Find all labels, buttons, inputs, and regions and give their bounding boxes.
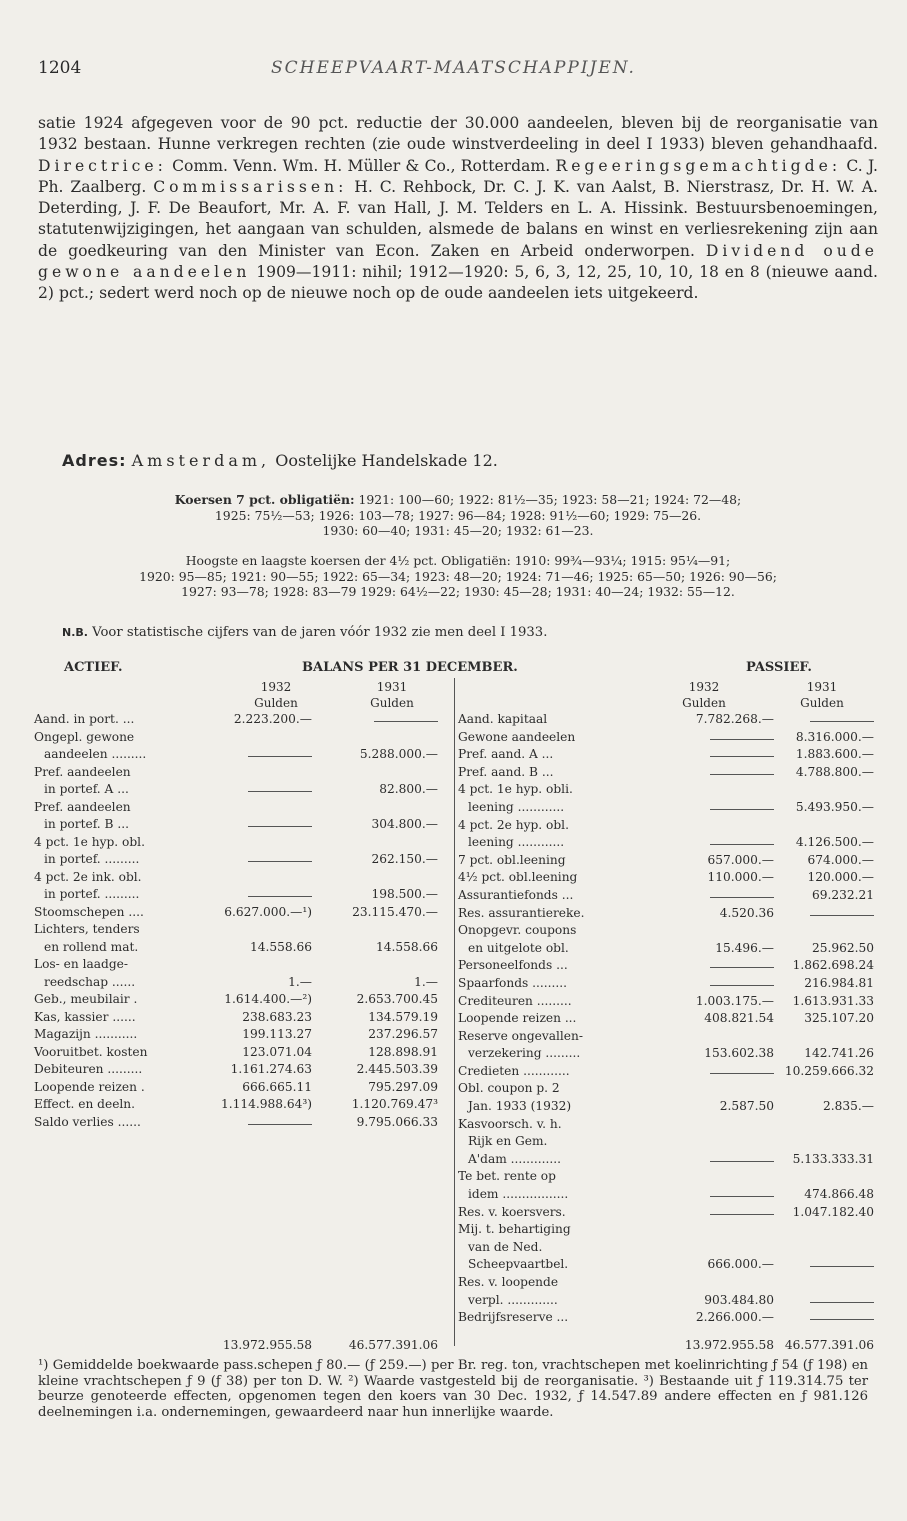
dividend-label: Dividend oude gewone aandeelen [38, 241, 878, 282]
passief-value-1931: 325.107.20 [804, 1011, 874, 1026]
actief-row-label: Los- en laadge- [34, 957, 128, 971]
passief-row [458, 1134, 874, 1152]
passief-dash-1931 [810, 1319, 874, 1320]
passief-row [458, 1064, 874, 1082]
passief-dash-1931 [810, 1302, 874, 1303]
actief-row-label: Magazijn ........... [34, 1027, 138, 1041]
actief-row-label: in portef. A ... [44, 782, 129, 796]
actief-value-1931: 128.898.91 [368, 1044, 438, 1059]
nb-note [62, 625, 547, 640]
actief-dash-1932 [248, 896, 312, 897]
passief-dash-1932 [710, 1073, 774, 1074]
actief-row [34, 887, 444, 905]
passief-row-label: Credieten ............ [458, 1063, 570, 1078]
actief-value-1931: 2.445.503.39 [356, 1062, 438, 1076]
passief-dash-1932 [710, 967, 774, 968]
koersen-block [38, 492, 878, 539]
passief-year-1931: 1931 [806, 680, 838, 694]
passief-dash-1932 [710, 809, 774, 810]
actief-row [34, 730, 444, 748]
actief-row [34, 957, 444, 975]
actief-row-label: Lichters, tenders [34, 922, 140, 936]
passief-value-1931: 4.788.800.— [795, 764, 874, 779]
passief-dash-1932 [710, 844, 774, 845]
balance-sheet [34, 660, 874, 1355]
actief-value-1932: 666.665.11 [242, 1079, 312, 1094]
hoogste-line-3: 1927: 93—78; 1928: 83—79 1929: 64½—22; 1930: 45—28; 1931: 40—24; 1932: 55—12. [181, 584, 735, 599]
passief-value-1931: 474.866.48 [804, 1187, 874, 1202]
passief-row-label: van de Ned. [468, 1239, 543, 1254]
passief-year-1932: 1932 [688, 680, 720, 694]
actief-value-1931: 1.120.769.47³ [351, 1097, 438, 1111]
passief-dash-1932 [710, 1196, 774, 1197]
hoogste-line-2: 1920: 95—85; 1921: 90—55; 1922: 65—34; 1923: 48—20; 1924: 71—46; 1925: 65—50; 1926: 90—56; [139, 568, 777, 584]
dividend-text: 1909—1911: nihil; 1912—1920: 5, 6, 3, 12, 25, 10, 10, 18 en 8 (nieuwe aand. 2) pct.; sedert werd noch op de nieuwe noch op de oude aandeelen iets uitgekeerd. [38, 263, 878, 303]
passief-row-label: 4½ pct. obl.leening [458, 870, 578, 885]
passief-row [458, 1046, 874, 1064]
passief-dash-1931 [810, 915, 874, 916]
passief-row-label: Personeelfonds ... [458, 958, 568, 973]
passief-row-label: Rijk en Gem. [468, 1134, 548, 1149]
passief-row-label: Pref. aand. A ... [458, 747, 554, 762]
actief-row-label: en rollend mat. [44, 939, 139, 954]
passief-value-1931: 674.000.— [807, 852, 874, 867]
passief-value-1931: 1.883.600.— [795, 747, 874, 762]
actief-value-1931: 23.115.470.— [352, 904, 438, 919]
actief-value-1932: 1.614.400.—²) [224, 992, 312, 1006]
passief-dash-1932 [710, 897, 774, 898]
actief-value-1932: 199.113.27 [242, 1027, 312, 1041]
actief-row-label: Stoomschepen .... [34, 904, 144, 919]
actief-row [34, 782, 444, 800]
passief-row-label: Gewone aandeelen [458, 729, 576, 744]
address-line [62, 451, 498, 470]
passief-row [458, 1081, 874, 1099]
actief-row-label: in portef. ......... [44, 852, 140, 866]
nb-text: Voor statistische cijfers van de jaren vóór 1932 zie men deel I 1933. [92, 625, 548, 640]
page-header [38, 58, 869, 86]
directrice-text: Comm. Venn. Wm. H. Müller & Co., Rotterdam. [172, 156, 551, 175]
actief-row [34, 1080, 444, 1098]
passief-unit-1931: Gulden [800, 696, 844, 710]
passief-value-1932: 153.602.38 [704, 1046, 774, 1061]
actief-value-1931: 304.800.— [371, 817, 438, 831]
passief-row-label: verpl. ............. [468, 1292, 558, 1307]
passief-row [458, 888, 874, 906]
balance-title: BALANS PER 31 DECEMBER. [302, 660, 518, 675]
actief-value-1932: 1.161.274.63 [230, 1062, 312, 1076]
passief-row [458, 1029, 874, 1047]
passief-value-1932: 903.484.80 [704, 1292, 774, 1307]
passief-row-label: verzekering ......... [468, 1046, 581, 1061]
passief-dash-1932 [710, 985, 774, 986]
actief-value-1931: 5.288.000.— [359, 747, 438, 761]
actief-value-1932: 6.627.000.—¹) [224, 904, 312, 919]
actief-row-label: 4 pct. 2e ink. obl. [34, 869, 142, 884]
passief-row [458, 941, 874, 959]
passief-row [458, 870, 874, 888]
passief-row-label: 4 pct. 1e hyp. obli. [458, 782, 573, 797]
koersen-label: Koersen 7 pct. obligatiën: [174, 492, 355, 507]
actief-row [34, 992, 444, 1010]
actief-row [34, 1115, 444, 1133]
passief-value-1931: 8.316.000.— [795, 729, 874, 744]
passief-value-1931: 1.613.931.33 [792, 993, 874, 1008]
passief-value-1931: 120.000.— [807, 870, 874, 885]
actief-row [34, 712, 444, 730]
passief-row-label: idem ................. [468, 1187, 569, 1202]
actief-row-label: Geb., meubilair . [34, 992, 138, 1006]
passief-value-1931: 216.984.81 [804, 975, 874, 990]
actief-row [34, 905, 444, 923]
actief-row [34, 1010, 444, 1028]
actief-row-label: Pref. aandeelen [34, 799, 131, 814]
actief-column [34, 712, 444, 1132]
passief-total-1932: 13.972.955.58 [684, 1338, 774, 1352]
actief-row-label: Saldo verlies ...... [34, 1114, 141, 1129]
actief-row [34, 922, 444, 940]
actief-value-1931: 14.558.66 [375, 939, 438, 954]
actief-row [34, 835, 444, 853]
passief-row-label: Res. v. koersvers. [458, 1204, 566, 1219]
passief-row [458, 765, 874, 783]
passief-row [458, 958, 874, 976]
passief-value-1932: 1.003.175.— [695, 993, 774, 1008]
passief-value-1931: 4.126.500.— [795, 835, 874, 850]
passief-row-label: Mij. t. behartiging [458, 1222, 571, 1237]
passief-dash-1931 [810, 1266, 874, 1267]
koersen-line-3: 1930: 60—40; 1931: 45—20; 1932: 61—23. [322, 523, 594, 538]
passief-row-label: A'dam ............. [468, 1151, 562, 1166]
actief-row [34, 1045, 444, 1063]
passief-row [458, 712, 874, 730]
actief-dash-1932 [248, 1124, 312, 1125]
actief-row-label: Vooruitbet. kosten [34, 1044, 148, 1059]
passief-row-label: Aand. kapitaal [458, 712, 548, 726]
passief-row [458, 1205, 874, 1223]
passief-row [458, 747, 874, 765]
passief-row [458, 1011, 874, 1029]
passief-row-label: Res. v. loopende [458, 1275, 559, 1289]
passief-row [458, 730, 874, 748]
actief-dash-1932 [248, 791, 312, 792]
passief-dash-1932 [710, 756, 774, 757]
passief-unit-1932: Gulden [682, 696, 726, 710]
hoogste-block [38, 553, 878, 600]
passief-value-1932: 2.587.50 [719, 1099, 774, 1114]
regeering-label: Regeeringsgemachtigde: [555, 156, 842, 175]
directrice-label: Directrice: [38, 156, 167, 175]
passief-row [458, 994, 874, 1012]
actief-dash-1932 [248, 861, 312, 862]
actief-row-label: Aand. in port. ... [34, 712, 135, 726]
passief-row-label: en uitgelote obl. [468, 940, 569, 955]
footnote: ¹) Gemiddelde boekwaarde pass.schepen ƒ 80.— (ƒ 259.—) per Br. reg. ton, vrachtschepen met koelinrichting ƒ 54 (ƒ 198) en kleine vrachtschepen ƒ 9 (ƒ 38) per ton D. W. ²) Waarde vastgesteld bij de reorganisatie. ³) Bestaande uit ƒ 119.314.75 ter beurze genoteerde effecten, opgenomen tegen den koers van 30 Dec. 1932, ƒ 14.547.89 andere effecten en ƒ 981.126 deelnemingen i.a. ondernemingen, gewaardeerd naar hun innerlijke waarde. [38, 1358, 868, 1420]
running-title: SCHEEPVAART-MAATSCHAPPIJEN. [271, 58, 636, 78]
passief-row-label: Loopende reizen ... [458, 1011, 577, 1026]
passief-row-label: leening ............ [468, 835, 565, 850]
actief-row [34, 1097, 444, 1115]
passief-row [458, 1187, 874, 1205]
passief-row-label: Obl. coupon p. 2 [458, 1081, 560, 1096]
passief-row-label: Spaarfonds ......... [458, 975, 568, 990]
passief-row-label: Kasvoorsch. v. h. [458, 1116, 562, 1131]
passief-row-label: Assurantiefonds ... [458, 887, 574, 902]
page-number: 1204 [38, 58, 82, 78]
passief-dash-1932 [710, 1214, 774, 1215]
passief-label: PASSIEF. [746, 660, 812, 675]
actief-row [34, 800, 444, 818]
passief-value-1932: 666.000.— [707, 1257, 774, 1272]
passief-value-1931: 25.962.50 [811, 940, 874, 955]
actief-unit-1932: Gulden [254, 696, 298, 710]
passief-row [458, 1293, 874, 1311]
actief-row-label: 4 pct. 1e hyp. obl. [34, 834, 145, 849]
actief-year-1931: 1931 [376, 680, 408, 694]
passief-row [458, 1310, 874, 1328]
actief-label: ACTIEF. [64, 660, 123, 675]
actief-row-label: Ongepl. gewone [34, 729, 135, 744]
passief-row [458, 906, 874, 924]
passief-row [458, 976, 874, 994]
address-label: Adres: [62, 451, 127, 470]
passief-dash-1932 [710, 739, 774, 740]
passief-value-1931: 69.232.21 [811, 887, 874, 902]
actief-value-1931: 9.795.066.33 [356, 1114, 438, 1129]
actief-value-1931: 1.— [414, 974, 438, 989]
actief-value-1931: 237.296.57 [368, 1027, 438, 1041]
actief-value-1932: 2.223.200.— [233, 712, 312, 726]
actief-row [34, 940, 444, 958]
passief-row-label: Reserve ongevallen- [458, 1028, 583, 1043]
passief-dash-1931 [810, 721, 874, 722]
passief-row [458, 1222, 874, 1240]
actief-row [34, 852, 444, 870]
actief-value-1932: 14.558.66 [249, 939, 312, 954]
address-city: Amsterdam, [131, 451, 271, 470]
actief-value-1932: 123.071.04 [242, 1044, 312, 1059]
passief-value-1931: 2.835.— [823, 1099, 874, 1114]
passief-row [458, 1117, 874, 1135]
passief-value-1931: 5.493.950.— [795, 799, 874, 814]
actief-row-label: Pref. aandeelen [34, 764, 131, 779]
column-divider [454, 678, 455, 1346]
passief-row-label: Pref. aand. B ... [458, 764, 554, 779]
actief-dash-1931 [374, 721, 438, 722]
passief-value-1932: 657.000.— [707, 852, 774, 867]
actief-row-label: Debiteuren ......... [34, 1062, 143, 1076]
passief-row [458, 1152, 874, 1170]
passief-value-1931: 10.259.666.32 [784, 1063, 874, 1078]
passief-row [458, 923, 874, 941]
actief-value-1931: 2.653.700.45 [356, 992, 438, 1006]
actief-value-1931: 82.800.— [379, 782, 438, 796]
actief-total-1932: 13.972.955.58 [222, 1338, 312, 1352]
nb-label: N.B. [62, 626, 88, 639]
passief-value-1931: 142.741.26 [804, 1046, 874, 1061]
regeering-text: C. J. Ph. Zaalberg. [38, 156, 878, 196]
actief-value-1931: 198.500.— [371, 887, 438, 901]
actief-value-1931: 134.579.19 [368, 1009, 438, 1024]
actief-value-1932: 1.114.988.64³) [220, 1097, 312, 1111]
passief-dash-1932 [710, 774, 774, 775]
passief-row-label: 7 pct. obl.leening [458, 852, 566, 867]
actief-unit-1931: Gulden [370, 696, 414, 710]
actief-row-label: Loopende reizen . [34, 1079, 145, 1094]
passief-value-1932: 7.782.268.— [695, 712, 774, 726]
actief-row-label: in portef. B ... [44, 817, 129, 831]
intro-text: satie 1924 afgegeven voor de 90 pct. reductie der 30.000 aandeelen, bleven bij de reorganisatie van 1932 bestaan. Hunne verkregen rechten (zie oude winstverdeeling in deel I 1933) bleven gehandhaafd. [38, 114, 878, 154]
passief-row-label: Jan. 1933 (1932) [468, 1099, 572, 1114]
passief-value-1932: 15.496.— [715, 940, 774, 955]
commissarissen-label: Commissarissen: [153, 177, 348, 196]
passief-row [458, 853, 874, 871]
passief-column [458, 712, 874, 1328]
passief-value-1932: 110.000.— [707, 870, 774, 885]
passief-row [458, 800, 874, 818]
passief-row [458, 835, 874, 853]
actief-total-1931: 46.577.391.06 [348, 1338, 438, 1352]
koersen-line-2: 1925: 75½—53; 1926: 103—78; 1927: 96—84; 1928: 91½—60; 1929: 75—26. [214, 507, 702, 523]
actief-row [34, 817, 444, 835]
actief-dash-1932 [248, 826, 312, 827]
commissarissen-text: H. C. Rehbock, Dr. C. J. K. van Aalst, B. Nierstrasz, Dr. H. W. A. Deterding, J. F. De Beaufort, Mr. A. F. van Hall, J. M. Telders en L. A. Hissink. Bestuursbenoemingen, statutenwijzigingen, het aangaan van schulden, alsmede de balans en winst en verliesrekening zijn aan de goedkeuring van den Minister van Econ. Zaken en Arbeid onderworpen. [38, 177, 878, 260]
actief-dash-1932 [248, 756, 312, 757]
koersen-line-1: 1921: 100—60; 1922: 81½—35; 1923: 58—21; 1924: 72—48; [358, 492, 742, 507]
actief-row-label: Effect. en deeln. [34, 1097, 136, 1111]
passief-row-label: Crediteuren ......... [458, 993, 572, 1008]
actief-year-1932: 1932 [260, 680, 292, 694]
actief-row-label: aandeelen ......... [44, 747, 147, 761]
passief-row [458, 818, 874, 836]
address-street: Oostelijke Handelskade 12. [275, 451, 498, 470]
passief-value-1931: 1.047.182.40 [792, 1204, 874, 1219]
passief-value-1931: 5.133.333.31 [792, 1151, 874, 1166]
actief-row-label: Kas, kassier ...... [34, 1009, 136, 1024]
passief-row-label: 4 pct. 2e hyp. obl. [458, 817, 569, 832]
actief-row [34, 765, 444, 783]
passief-dash-1932 [710, 1161, 774, 1162]
passief-row [458, 1169, 874, 1187]
passief-row-label: Te bet. rente op [458, 1169, 556, 1184]
actief-row [34, 1027, 444, 1045]
passief-value-1931: 1.862.698.24 [792, 958, 874, 973]
actief-value-1931: 262.150.— [371, 852, 438, 866]
actief-value-1932: 238.683.23 [242, 1009, 312, 1024]
hoogste-line-1: Hoogste en laagste koersen der 4½ pct. Obligatiën: 1910: 99¾—93¼; 1915: 95¼—91; [185, 553, 731, 568]
actief-row [34, 975, 444, 993]
passief-row [458, 1275, 874, 1293]
passief-row-label: Res. assurantiereke. [458, 905, 585, 920]
passief-total-1931: 46.577.391.06 [784, 1338, 874, 1352]
actief-row [34, 1062, 444, 1080]
actief-row [34, 747, 444, 765]
passief-row [458, 1099, 874, 1117]
passief-row-label: Bedrijfsreserve ... [458, 1310, 569, 1325]
actief-row [34, 870, 444, 888]
passief-row-label: Scheepvaartbel. [468, 1257, 569, 1272]
passief-row [458, 1240, 874, 1258]
actief-row-label: reedschap ...... [44, 974, 136, 989]
body-paragraph [38, 113, 878, 305]
actief-value-1931: 795.297.09 [368, 1079, 438, 1094]
passief-value-1932: 2.266.000.— [695, 1310, 774, 1325]
passief-row-label: leening ............ [468, 799, 565, 814]
passief-row-label: Onopgevr. coupons [458, 923, 577, 938]
passief-value-1932: 4.520.36 [719, 905, 774, 920]
passief-value-1932: 408.821.54 [704, 1011, 774, 1026]
actief-value-1932: 1.— [288, 974, 312, 989]
actief-row-label: in portef. ......... [44, 887, 140, 901]
passief-row [458, 1257, 874, 1275]
passief-row [458, 782, 874, 800]
